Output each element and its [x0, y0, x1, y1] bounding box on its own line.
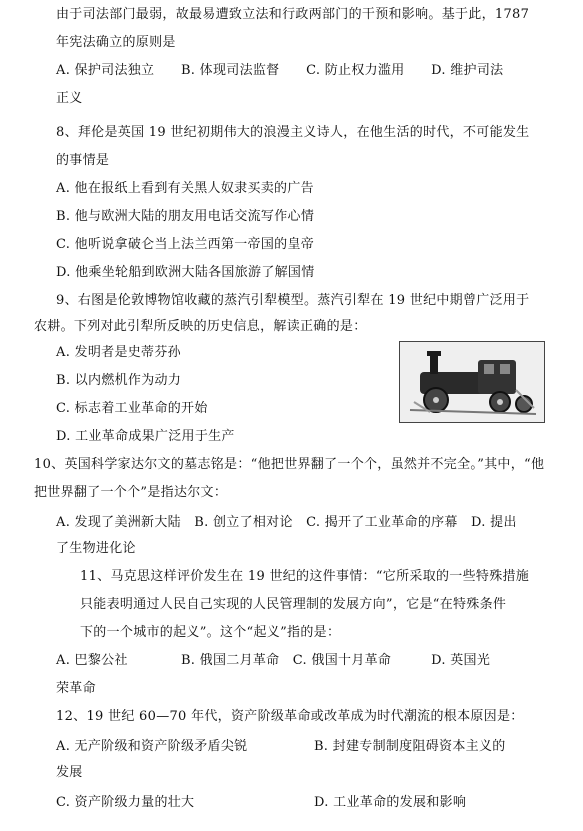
q11-stem-line-3: 下的一个城市的起义”。这个“起义”指的是： — [80, 625, 341, 640]
q12-options-ab: A. 无产阶级和资产阶级矛盾尖锐 B. 封建专制制度阻碍资本主义的 — [56, 739, 506, 754]
q9-stem-line-2: 农耕。下列对此引犁所反映的历史信息，解读正确的是： — [34, 319, 367, 334]
q9-stem-line-1: 9、右图是伦敦博物馆收藏的蒸汽引犁模型。蒸汽引犁在 19 世纪中期曾广泛用于 — [56, 293, 530, 308]
q11-stem-line-1: 11、马克思这样评价发生在 19 世纪的这件事情：“它所采取的一些特殊措施 — [80, 569, 530, 584]
q12-options-cd: C. 资产阶级力量的壮大 D. 工业革命的发展和影响 — [56, 795, 467, 810]
q8-option-c: C. 他听说拿破仑当上法兰西第一帝国的皇帝 — [56, 237, 315, 252]
q9-option-a: A. 发明者是史蒂芬孙 — [56, 345, 181, 360]
q10-stem-line-1: 10、英国科学家达尔文的墓志铭是：“他把世界翻了一个个，虽然并不完全。”其中，“他 — [34, 457, 545, 472]
q8-option-a: A. 他在报纸上看到有关黑人奴隶买卖的广告 — [56, 181, 314, 196]
q10-options-cont: 了生物进化论 — [56, 541, 136, 556]
q7-stem-line-1: 由于司法部门最弱，故最易遭致立法和行政两部门的干预和影响。基于此，1787 — [56, 7, 530, 22]
q11-stem-line-2: 只能表明通过人民自己实现的人民管理制的发展方向”，它是“在特殊条件 — [80, 597, 507, 612]
q9-option-c: C. 标志着工业革命的开始 — [56, 401, 208, 416]
steam-plough-illustration — [400, 342, 544, 422]
q9-option-b: B. 以内燃机作为动力 — [56, 373, 182, 388]
q11-options: A. 巴黎公社 B. 俄国二月革命 C. 俄国十月革命 D. 英国光 — [56, 653, 491, 668]
q10-stem-line-2: 把世界翻了一个个”是指达尔文： — [34, 485, 228, 500]
q7-options-cont: 正义 — [56, 91, 83, 106]
q8-option-b: B. 他与欧洲大陆的朋友用电话交流写作心情 — [56, 209, 315, 224]
q10-options: A. 发现了美洲新大陆 B. 创立了相对论 C. 揭开了工业革命的序幕 D. 提出 — [56, 515, 517, 530]
q9-option-d: D. 工业革命成果广泛用于生产 — [56, 429, 235, 444]
q8-stem-line-1: 8、拜伦是英国 19 世纪初期伟大的浪漫主义诗人，在他生活的时代，不可能发生 — [56, 125, 530, 140]
q7-options: A. 保护司法独立 B. 体现司法监督 C. 防止权力滥用 D. 维护司法 — [56, 63, 504, 78]
steam-plough-photo — [399, 341, 545, 423]
q12-options-cont: 发展 — [56, 765, 83, 780]
q11-options-cont: 荣革命 — [56, 681, 96, 696]
q8-option-d: D. 他乘坐轮船到欧洲大陆各国旅游了解国情 — [56, 265, 315, 280]
q7-stem-line-2: 年宪法确立的原则是 — [56, 35, 176, 50]
q8-stem-line-2: 的事情是 — [56, 153, 110, 168]
q12-stem: 12、19 世纪 60—70 年代，资产阶级革命或改革成为时代潮流的根本原因是： — [56, 709, 524, 724]
